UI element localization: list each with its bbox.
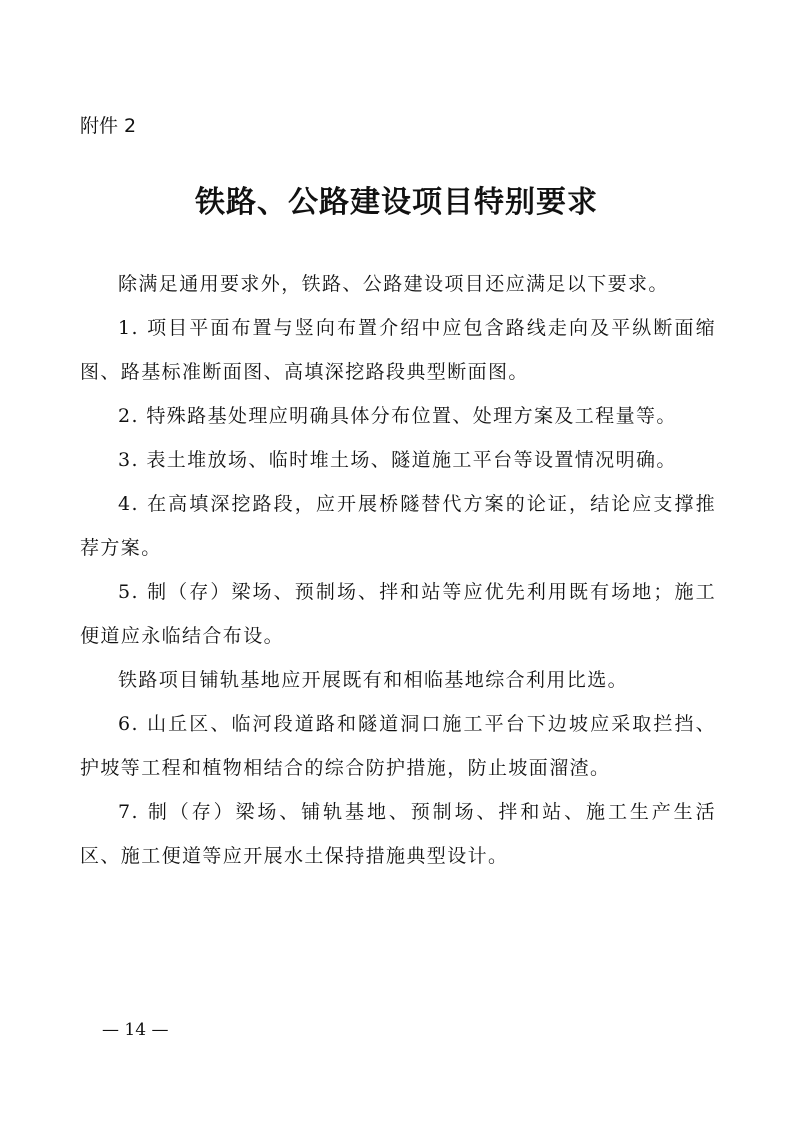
paragraph-item-1: 1. 项目平面布置与竖向布置介绍中应包含路线走向及平纵断面缩图、路基标准断面图、高填深挖路段典型断面图。 <box>80 317 716 383</box>
paragraph-item-5-note: 铁路项目铺轨基地应开展既有和相临基地综合利用比选。 <box>118 669 629 691</box>
paragraph-item-5: 5. 制（存）梁场、预制场、拌和站等应优先利用既有场地；施工便道应永临结合布设。 <box>80 581 716 647</box>
paragraph-item-4: 4. 在高填深挖路段，应开展桥隧替代方案的论证，结论应支撑推荐方案。 <box>80 493 716 559</box>
page-number: — 14 — <box>102 1020 169 1040</box>
paragraph-item-6: 6. 山丘区、临河段道路和隧道洞口施工平台下边坡应采取拦挡、护坡等工程和植物相结合的综合防护措施，防止坡面溜渣。 <box>80 713 716 779</box>
document-body <box>80 262 716 878</box>
document-title: 铁路、公路建设项目特别要求 <box>195 185 598 220</box>
paragraph-intro: 除满足通用要求外，铁路、公路建设项目还应满足以下要求。 <box>118 273 669 295</box>
paragraph-item-2: 2. 特殊路基处理应明确具体分布位置、处理方案及工程量等。 <box>118 405 677 427</box>
paragraph-item-3: 3. 表土堆放场、临时堆土场、隧道施工平台等设置情况明确。 <box>118 449 677 471</box>
paragraph-item-7: 7. 制（存）梁场、铺轨基地、预制场、拌和站、施工生产生活区、施工便道等应开展水土保持措施典型设计。 <box>80 801 716 867</box>
attachment-label: 附件 2 <box>80 115 137 137</box>
